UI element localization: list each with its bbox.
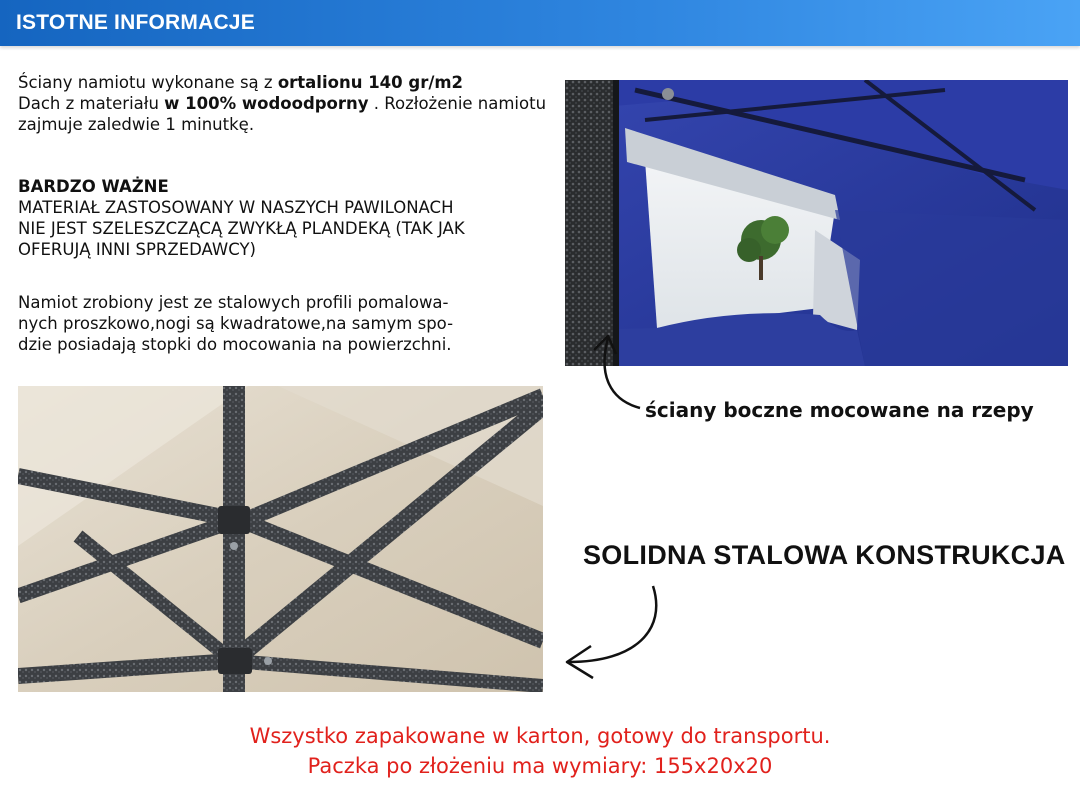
important-line-3: OFERUJĄ INNI SPRZEDAWCY) (18, 240, 256, 259)
important-line-2: NIE JEST SZELESZCZĄCĄ ZWYKŁĄ PLANDEKĄ (TAK JAK (18, 219, 465, 238)
header-title: ISTOTNE INFORMACJE (16, 11, 255, 34)
material-text-1: Ściany namiotu wykonane są z (18, 73, 278, 92)
material-bold-1: ortalionu 140 gr/m2 (277, 73, 464, 92)
info-paragraph-important (18, 176, 548, 260)
steel-frame-caption: SOLIDNA STALOWA KONSTRUKCJA (583, 540, 1066, 570)
material-bold-2: w 100% wodoodporny (164, 94, 369, 113)
header-bar (0, 0, 1080, 46)
construction-line-3: dzie posiadają stopki do mocowania na powierzchni. (18, 335, 452, 354)
construction-line-1: Namiot zrobiony jest ze stalowych profili pomalowa- (18, 293, 449, 312)
curved-arrow-icon (555, 580, 675, 690)
info-paragraph-material (18, 72, 548, 135)
important-heading: BARDZO WAŻNE (18, 177, 169, 196)
important-line-1: MATERIAŁ ZASTOSOWANY W NASZYCH PAWILONACH (18, 198, 454, 217)
footer-line-packaging: Wszystko zapakowane w karton, gotowy do transportu. (249, 724, 831, 748)
material-text-2: Dach z materiału (18, 94, 165, 113)
material-text-3: . Rozłożenie namiotu zajmuje zaledwie 1 minutkę. (18, 94, 547, 134)
side-walls-caption: ściany boczne mocowane na rzepy (645, 398, 1034, 422)
info-paragraph-construction (18, 292, 548, 355)
construction-line-2: nych proszkowo,nogi są kwadratowe,na samym spo- (18, 314, 454, 333)
footer-line-dimensions: Paczka po złożeniu ma wymiary: 155x20x20 (307, 754, 773, 778)
steel-frame-photo (18, 386, 543, 692)
